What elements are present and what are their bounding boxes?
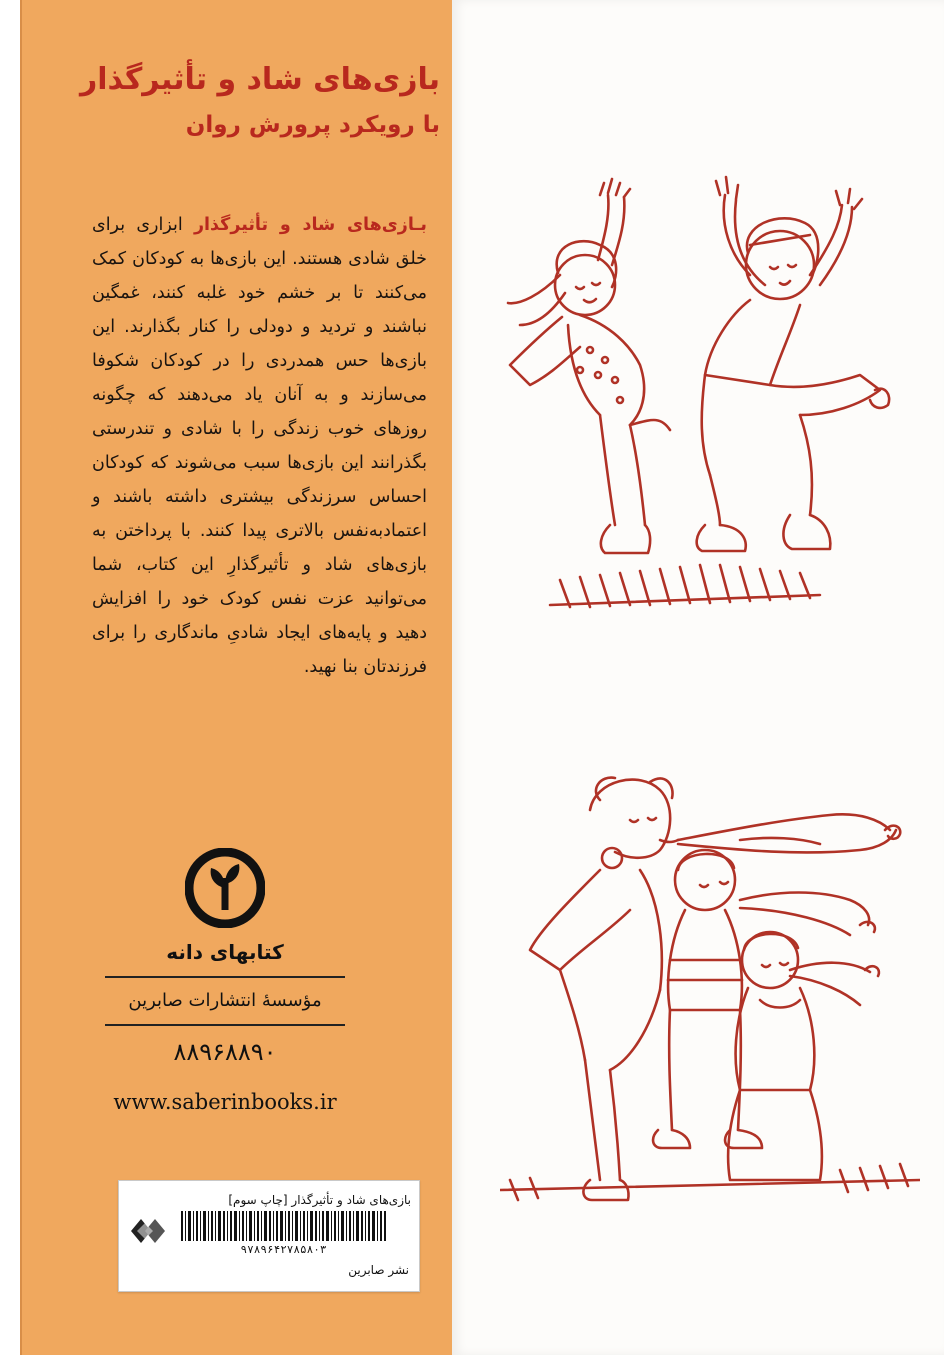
book-subtitle: با رویکرد پرورش روان — [185, 112, 440, 138]
blurb-paragraph — [92, 208, 427, 684]
sticker-publisher: نشر صابرین — [348, 1263, 409, 1277]
website-url[interactable]: www.saberinbooks.ir — [113, 1090, 337, 1114]
blowing-kids-illustration — [500, 760, 920, 1210]
book-title: بازی‌های شاد و تأثیرگذار — [79, 62, 440, 97]
isbn-number: ۹۷۸۹۶۴۲۷۸۵۸۰۳ — [240, 1243, 327, 1256]
barcode-icon — [181, 1211, 386, 1241]
imprint-name: کتابهای دانه — [166, 940, 284, 964]
divider-top — [105, 976, 345, 978]
phone-number: ۸۸۹۶۸۸۹۰ — [173, 1038, 277, 1066]
store-logo-icon — [127, 1211, 171, 1251]
publisher-name: مؤسسهٔ انتشارات صابرین — [128, 990, 322, 1011]
blurb-highlight: بـازی‌های شاد و تأثیرگذار — [193, 215, 427, 235]
divider-middle — [105, 1024, 345, 1026]
sticker-title: بازی‌های شاد و تأثیرگذار [چاپ سوم] — [228, 1193, 411, 1207]
sprout-logo-icon — [185, 848, 265, 928]
barcode-sticker — [118, 1180, 420, 1292]
dancing-kids-illustration — [480, 175, 920, 615]
blurb-text: ابزاری برای خلق شادی هستند. این بازی‌ها به کودکان کمک می‌کنند تا بر خشم خود غلبه کنند، غمگین نباشند و تردید و دودلی را کنار بگذارند. این بازی‌ها حس همدردی را در کودکان شکوفا می‌سازند و به آنان یاد می‌دهند که چگونه روزهای خوب زندگی را با شادی و تندرستی بگذرانند این بازی‌ها سبب می‌شوند که کودکان احساس سرزندگی بیشتری داشته باشند و اعتمادبه‌نفس بالاتری پیدا کنند. با پرداختن به بازی‌های شاد و تأثیرگذارِ این کتاب، شما می‌توانید عزت نفس کودک خود را افزایش دهید و پایه‌های ایجاد شادیِ ماندگاری را برای فرزندتان بنا نهید. — [92, 215, 427, 677]
